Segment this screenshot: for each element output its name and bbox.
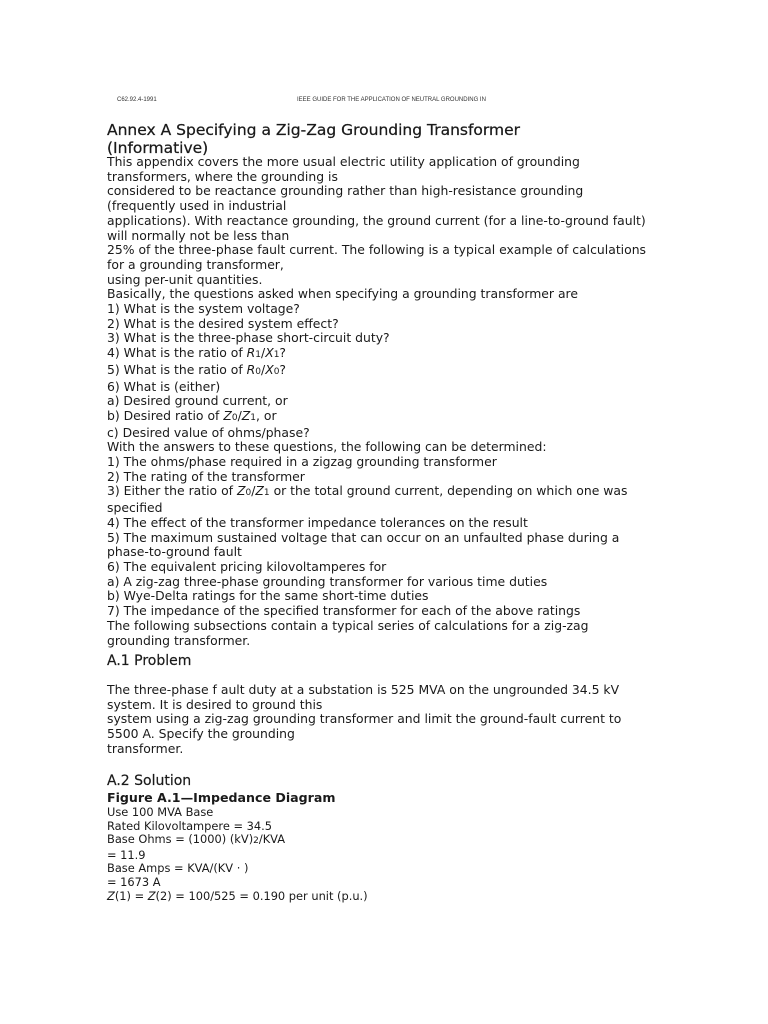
question-2: 2) What is the desired system effect?	[107, 315, 339, 331]
body-line: transformers, where the grounding is	[107, 168, 338, 184]
running-head-standard-number: C62.92.4-1991	[117, 97, 157, 103]
answer-5-continued: phase-to-ground fault	[107, 544, 242, 560]
body-line: The following subsections contain a typical series of calculations for a zig-zag	[107, 617, 589, 633]
body-line: considered to be reactance grounding rather than high-resistance grounding	[107, 183, 584, 199]
answer-4: 4) The effect of the transformer impedance tolerances on the result	[107, 514, 528, 530]
annex-title-line1: Annex A Specifying a Zig-Zag Grounding Transformer	[107, 121, 521, 139]
solution-line: Z(1) = Z(2) = 100/525 = 0.190 per unit (p.u.)	[107, 888, 368, 903]
question-3: 3) What is the three-phase short-circuit duty?	[107, 330, 390, 346]
answer-3: 3) Either the ratio of Z0/Z1 or the total ground current, depending on which one was	[107, 483, 628, 499]
answer-3-continued: specified	[107, 500, 163, 516]
answer-1: 1) The ohms/phase required in a zigzag grounding transformer	[107, 454, 497, 470]
solution-line: Base Amps = KVA/(KV · )	[107, 861, 249, 876]
solution-line: Rated Kilovoltampere = 34.5	[107, 818, 272, 833]
question-6c: c) Desired value of ohms/phase?	[107, 424, 310, 440]
answer-6b: b) Wye-Delta ratings for the same short-time duties	[107, 588, 429, 604]
body-line: grounding transformer.	[107, 632, 251, 648]
answer-5: 5) The maximum sustained voltage that can occur on an unfaulted phase during a	[107, 529, 620, 545]
body-line: will normally not be less than	[107, 227, 290, 243]
answer-6: 6) The equivalent pricing kilovoltamperes for	[107, 558, 387, 574]
body-line: for a grounding transformer,	[107, 256, 284, 272]
body-line: 25% of the three-phase fault current. The following is a typical example of calculations	[107, 242, 647, 258]
annex-title	[107, 121, 707, 157]
body-line: Basically, the questions asked when specifying a grounding transformer are	[107, 286, 578, 302]
body-line: This appendix covers the more usual electric utility application of grounding	[107, 154, 580, 169]
body-line: using per-unit quantities.	[107, 271, 263, 287]
solution-line: Base Ohms = (1000) (kV)2/KVA	[107, 832, 286, 847]
problem-line: 5500 A. Specify the grounding	[107, 726, 295, 742]
problem-body	[107, 683, 727, 757]
question-5: 5) What is the ratio of R0/X0?	[107, 361, 286, 377]
question-6b: b) Desired ratio of Z0/Z1, or	[107, 407, 277, 423]
answers-intro: With the answers to these questions, the following can be determined:	[107, 439, 547, 455]
annex-title-line2: (Informative)	[107, 139, 209, 157]
question-4: 4) What is the ratio of R1/X1?	[107, 345, 286, 361]
body-line: applications). With reactance grounding, the ground current (for a line-to-ground fault)	[107, 212, 646, 228]
section-heading-solution: A.2 Solution	[107, 773, 192, 789]
solution-line: = 1673 A	[107, 874, 161, 889]
solution-line: Use 100 MVA Base	[107, 805, 214, 819]
question-1: 1) What is the system voltage?	[107, 301, 300, 317]
solution-body	[107, 806, 727, 903]
problem-line: The three-phase f ault duty at a substation is 525 MVA on the ungrounded 34.5 kV	[107, 682, 620, 697]
problem-line: system. It is desired to ground this	[107, 696, 323, 712]
solution-line: = 11.9	[107, 847, 146, 862]
question-6a: a) Desired ground current, or	[107, 393, 288, 409]
problem-line: transformer.	[107, 740, 184, 756]
answer-2: 2) The rating of the transformer	[107, 468, 305, 484]
annex-body	[107, 155, 727, 648]
section-heading-problem: A.1 Problem	[107, 653, 192, 669]
question-6: 6) What is (either)	[107, 378, 221, 394]
running-head-title: IEEE GUIDE FOR THE APPLICATION OF NEUTRAL GROUNDING IN	[297, 97, 486, 103]
figure-caption: Figure A.1—Impedance Diagram	[107, 790, 336, 805]
answer-6a: a) A zig-zag three-phase grounding transformer for various time duties	[107, 573, 548, 589]
answer-7: 7) The impedance of the specified transformer for each of the above ratings	[107, 603, 581, 619]
body-line: (frequently used in industrial	[107, 198, 287, 214]
problem-line: system using a zig-zag grounding transformer and limit the ground-fault current to	[107, 711, 622, 727]
running-head	[107, 97, 737, 107]
